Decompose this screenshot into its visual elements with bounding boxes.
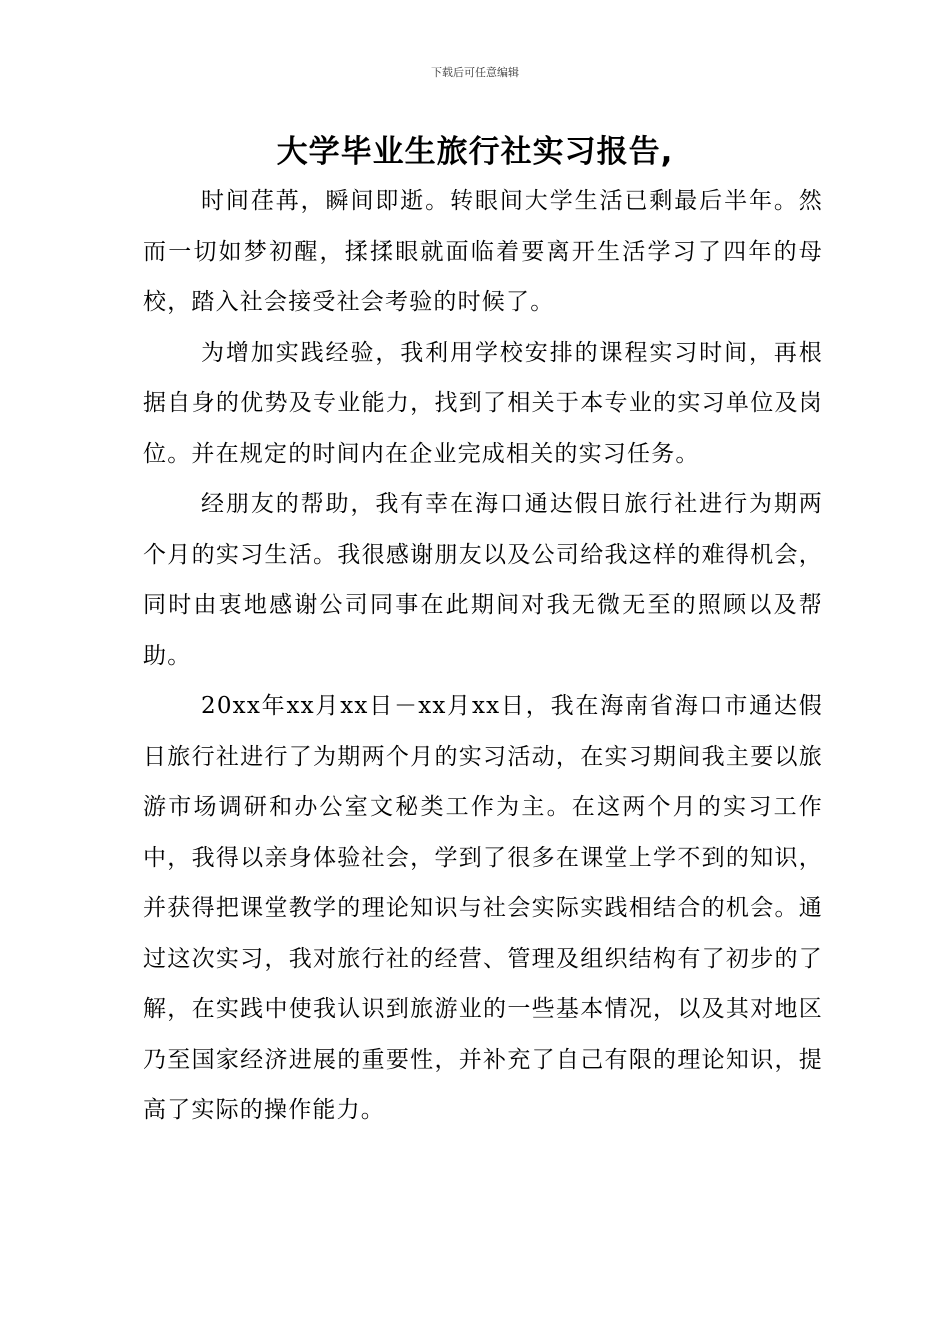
document-body (143, 176, 823, 1136)
paragraph-4: 20xx年xx月xx日－xx月xx日，我在海南省海口市通达假日旅行社进行了为期两个月的实习活动，在实习期间我主要以旅游市场调研和办公室文秘类工作为主。在这两个月的实习工作中，我得以亲身体验社会，学到了很多在课堂上学不到的知识，并获得把课堂教学的理论知识与社会实际实践相结合的机会。通过这次实习，我对旅行社的经营、管理及组织结构有了初步的了解，在实践中使我认识到旅游业的一些基本情况，以及其对地区乃至国家经济进展的重要性，并补充了自己有限的理论知识，提高了实际的操作能力。 (143, 693, 823, 1123)
paragraph-1: 时间荏苒，瞬间即逝。转眼间大学生活已剩最后半年。然而一切如梦初醒，揉揉眼就面临着要离开生活学习了四年的母校，踏入社会接受社会考验的时候了。 (143, 188, 823, 315)
document-title: 大学毕业生旅行社实习报告, (276, 134, 674, 170)
paragraph-3: 经朋友的帮助，我有幸在海口通达假日旅行社进行为期两个月的实习生活。我很感谢朋友以及公司给我这样的难得机会，同时由衷地感谢公司同事在此期间对我无微无至的照顾以及帮助。 (143, 491, 823, 669)
paragraph-2: 为增加实践经验，我利用学校安排的课程实习时间，再根据自身的优势及专业能力，找到了相关于本专业的实习单位及岗位。并在规定的时间内在企业完成相关的实习任务。 (143, 339, 823, 467)
header-note: 下载后可任意编辑 (431, 66, 519, 79)
